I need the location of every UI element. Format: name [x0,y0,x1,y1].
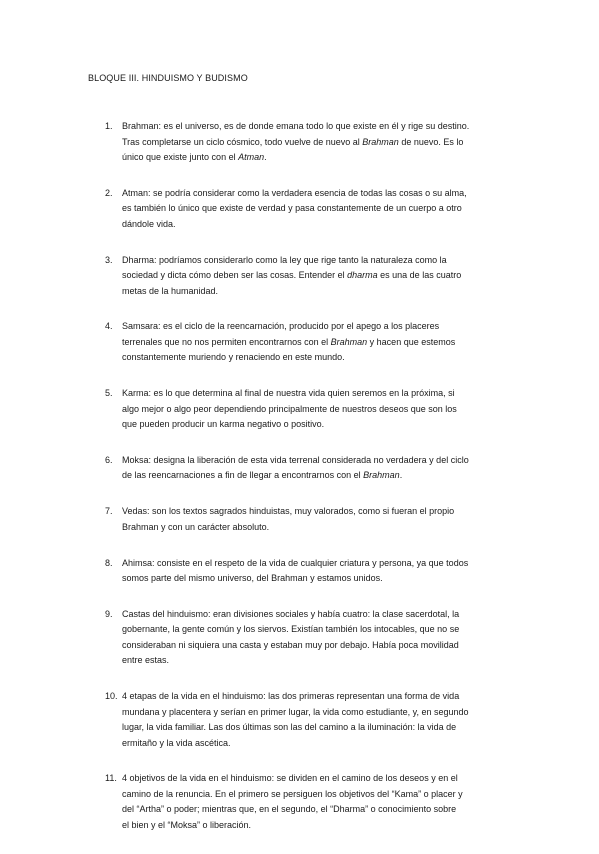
italic-term: Atman [238,152,265,162]
text-segment: 4 objetivos de la vida en el hinduismo: se dividen en el camino de los deseos y en el camino de la renuncia. En el primero se persiguen los objetivos del “Kama” o placer y del “Artha” o poder; mientras que, en el segundo, el “Dharma” o conocimiento sobre el bien y el “Moksa” o liberación. [122,773,463,830]
list-item [105,556,525,587]
text-segment: es una de las cuatro metas de la humanidad. [122,270,462,296]
text-segment: Samsara: es el ciclo de la reencarnación, producido por el apego a los placeres terrenales que no nos permiten encontrarnos con el [122,321,440,347]
list-item [105,386,525,433]
list-item [105,119,525,166]
text-segment: . [399,470,403,481]
list-item-text [122,119,525,166]
text-segment: y hacen que estemos constantemente muriendo y renaciendo en este mundo. [122,336,456,363]
list-item [105,186,525,233]
list-item-number: 10. [105,691,118,702]
text-segment: Ahimsa: consiste en el respeto de la vida de cualquier criatura y persona, ya que todos somos parte del mismo universo, del Brahman y estamos unidos. [122,557,469,584]
list-item-text [122,386,525,433]
list-item-number: 11. [105,773,117,784]
italic-term: Brahman [330,336,368,347]
list-item-text [122,253,525,300]
italic-term: Brahman [362,136,399,147]
list-item-number: 8. [105,557,113,568]
list-item-number: 7. [105,506,113,517]
list-item-number: 5. [105,388,113,399]
list-item-text [122,689,525,751]
list-item-number: 2. [105,187,113,198]
list-item [105,689,525,751]
list-item [105,319,525,366]
text-segment: Moksa: designa la liberación de esta vida terrenal considerada no verdadera y del ciclo de las reencarnaciones a fin de llegar a encontrarnos con el [122,454,469,481]
list-item-number: 3. [105,254,113,265]
list-item-number: 6. [105,454,113,465]
text-segment: Castas del hinduismo: eran divisiones sociales y había cuatro: la clase sacerdotal, la gobernante, la gente común y los siervos. Existían también los intocables, que no se consideraban ni siquiera una casta y estaban muy por debajo. Había poca movilidad entre estas. [122,608,460,666]
list-item [105,253,525,300]
list-item-text [122,556,525,587]
text-segment: Karma: es lo que determina al final de nuestra vida quien seremos en la próxima, si algo mejor o algo peor dependiendo principalmente de nuestros deseos que son los que pueden producir un karma negativo o positivo. [122,388,457,430]
list-item-text [122,607,525,669]
list-item [105,607,525,669]
text-segment: Atman: se podría considerar como la verdadera esencia de todas las cosas o su alma, es también lo único que existe de verdad y pasa constantemente de un cuerpo a otro dándole vida. [122,187,467,229]
text-segment: Brahman: es el universo, es de donde emana todo lo que existe en él y rige su destino. Tras completarse un ciclo cósmico, todo vuelve de nuevo al [122,121,470,147]
list-item-number: 1. [105,121,113,131]
list-item [105,453,525,484]
list-item-text [122,319,525,366]
list-item-text [122,186,525,233]
list-item-text [122,504,525,535]
list-item-text [122,453,525,484]
italic-term: Brahman [363,470,400,481]
list-item-text [122,771,525,833]
text-segment: 4 etapas de la vida en el hinduismo: las dos primeras representan una forma de vida mundana y placentera y serían en primer lugar, la vida como estudiante, y, en segundo lugar, la vida familiar. Las dos últimas son las del camino a la iluminación: la vida de ermitaño y la vida ascética. [122,691,469,748]
text-segment: Dharma: podríamos considerarlo como la ley que rige tanto la naturaleza como la sociedad y dicta cómo deben ser las cosas. Entender el [122,254,447,281]
list-item-number: 9. [105,608,113,619]
text-segment: Vedas: son los textos sagrados hinduistas, muy valorados, como si fueran el propio Brahman y con un carácter absoluto. [122,506,455,532]
document-title: BLOQUE III. HINDUISMO Y BUDISMO [88,73,248,83]
text-segment: . [264,152,267,162]
glossary-list [105,119,525,854]
list-item-number: 4. [105,321,113,332]
text-segment: de nuevo. Es lo único que existe junto con el [122,136,464,162]
list-item [105,771,525,833]
list-item [105,504,525,535]
italic-term: dharma [347,270,378,281]
